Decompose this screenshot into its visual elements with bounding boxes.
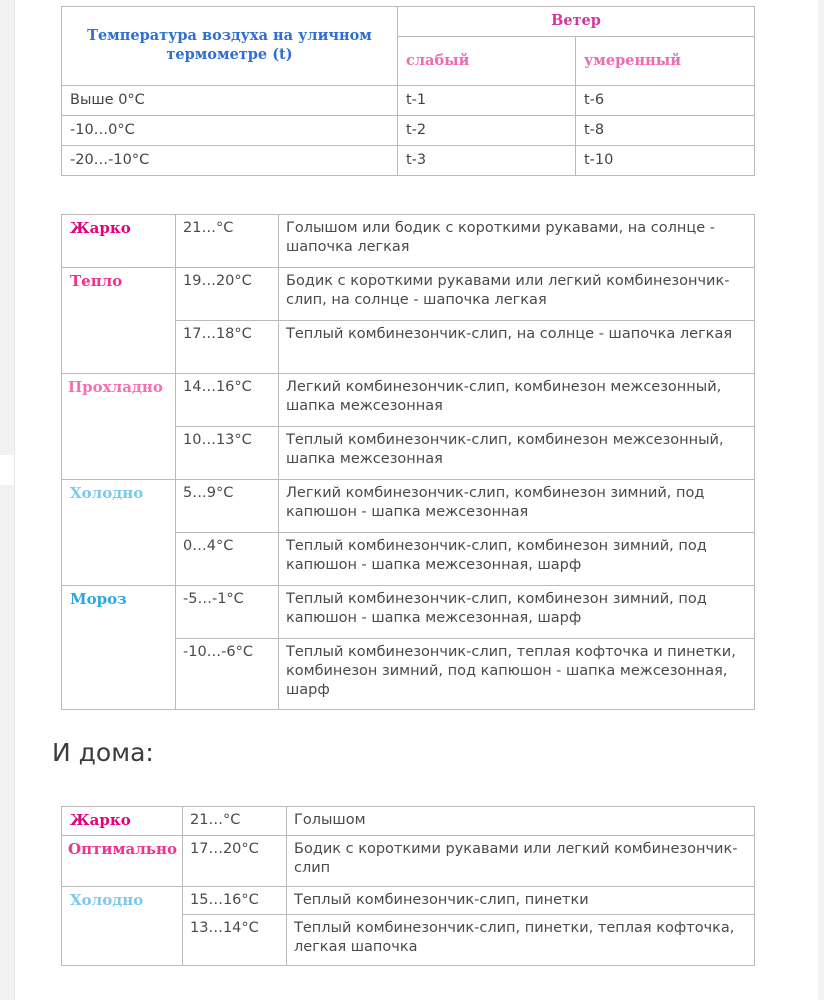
outdoor-temp: 5…9°C — [176, 480, 279, 533]
table-row — [62, 115, 755, 145]
table-row — [62, 7, 755, 37]
page-left-edge — [0, 0, 15, 1000]
home-level-label: Холодно — [62, 886, 183, 965]
wind-row-weak: t-3 — [398, 146, 576, 176]
table-row — [62, 480, 755, 533]
outdoor-temp: 0…4°C — [176, 533, 279, 586]
outdoor-level-label: Тепло — [62, 268, 176, 374]
wind-row-moderate: t-6 — [576, 85, 755, 115]
outdoor-desc: Легкий комбинезончик-слип, комбинезон межсезонный, шапка межсезонная — [279, 374, 755, 427]
home-clothing-table — [61, 806, 755, 966]
home-desc: Бодик с короткими рукавами или легкий комбинезончик-слип — [287, 835, 755, 886]
outdoor-temp: 21…°C — [176, 215, 279, 268]
wind-temperature-table — [61, 6, 755, 176]
wind-row-temp: -20…-10°C — [62, 146, 398, 176]
home-desc: Теплый комбинезончик-слип, пинетки, теплая кофточка, легкая шапочка — [287, 914, 755, 965]
outdoor-clothing-table — [61, 214, 755, 710]
wind-table-header-moderate: умеренный — [576, 36, 755, 85]
outdoor-level-label: Мороз — [62, 586, 176, 710]
table-row — [62, 146, 755, 176]
wind-row-moderate: t-8 — [576, 115, 755, 145]
outdoor-desc: Легкий комбинезончик-слип, комбинезон зимний, под капюшон - шапка межсезонная — [279, 480, 755, 533]
outdoor-desc: Теплый комбинезончик-слип, на солнце - шапочка легкая — [279, 321, 755, 374]
table-row — [62, 886, 755, 914]
table-row — [62, 835, 755, 886]
outdoor-temp: 19…20°C — [176, 268, 279, 321]
outdoor-level-label: Прохладно — [62, 374, 176, 480]
outdoor-level-label: Холодно — [62, 480, 176, 586]
wind-table-header-wind: Ветер — [398, 7, 755, 37]
table-row — [62, 374, 755, 427]
outdoor-temp: 10…13°C — [176, 427, 279, 480]
home-temp: 17…20°C — [183, 835, 287, 886]
home-temp: 15…16°C — [183, 886, 287, 914]
page-left-edge-notch — [0, 455, 14, 485]
outdoor-desc: Теплый комбинезончик-слип, теплая кофточка и пинетки, комбинезон зимний, под капюшон - шапка межсезонная, шарф — [279, 639, 755, 710]
wind-row-weak: t-2 — [398, 115, 576, 145]
wind-row-weak: t-1 — [398, 85, 576, 115]
outdoor-desc: Бодик с короткими рукавами или легкий комбинезончик-слип, на солнце - шапочка легкая — [279, 268, 755, 321]
table-row — [62, 268, 755, 321]
wind-row-temp: -10…0°C — [62, 115, 398, 145]
outdoor-temp: -10…-6°C — [176, 639, 279, 710]
home-temp: 13…14°C — [183, 914, 287, 965]
outdoor-desc: Теплый комбинезончик-слип, комбинезон межсезонный, шапка межсезонная — [279, 427, 755, 480]
wind-table-header-weak: слабый — [398, 36, 576, 85]
outdoor-temp: -5…-1°C — [176, 586, 279, 639]
outdoor-desc: Теплый комбинезончик-слип, комбинезон зимний, под капюшон - шапка межсезонная, шарф — [279, 533, 755, 586]
outdoor-temp: 14…16°C — [176, 374, 279, 427]
home-desc: Голышом — [287, 807, 755, 836]
home-level-label: Жарко — [62, 807, 183, 836]
table-row — [62, 586, 755, 639]
page-right-edge — [818, 0, 824, 1000]
wind-table-header-temp: Температура воздуха на уличном термометре (t) — [62, 7, 398, 86]
outdoor-desc: Голышом или бодик с короткими рукавами, на солнце - шапочка легкая — [279, 215, 755, 268]
home-temp: 21…°C — [183, 807, 287, 836]
table-row — [62, 85, 755, 115]
wind-row-temp: Выше 0°C — [62, 85, 398, 115]
table-row — [62, 215, 755, 268]
home-desc: Теплый комбинезончик-слип, пинетки — [287, 886, 755, 914]
outdoor-temp: 17…18°C — [176, 321, 279, 374]
home-section-heading: И дома: — [52, 738, 154, 767]
home-level-label: Оптимально — [62, 835, 183, 886]
outdoor-level-label: Жарко — [62, 215, 176, 268]
wind-row-moderate: t-10 — [576, 146, 755, 176]
table-row — [62, 807, 755, 836]
outdoor-desc: Теплый комбинезончик-слип, комбинезон зимний, под капюшон - шапка межсезонная, шарф — [279, 586, 755, 639]
